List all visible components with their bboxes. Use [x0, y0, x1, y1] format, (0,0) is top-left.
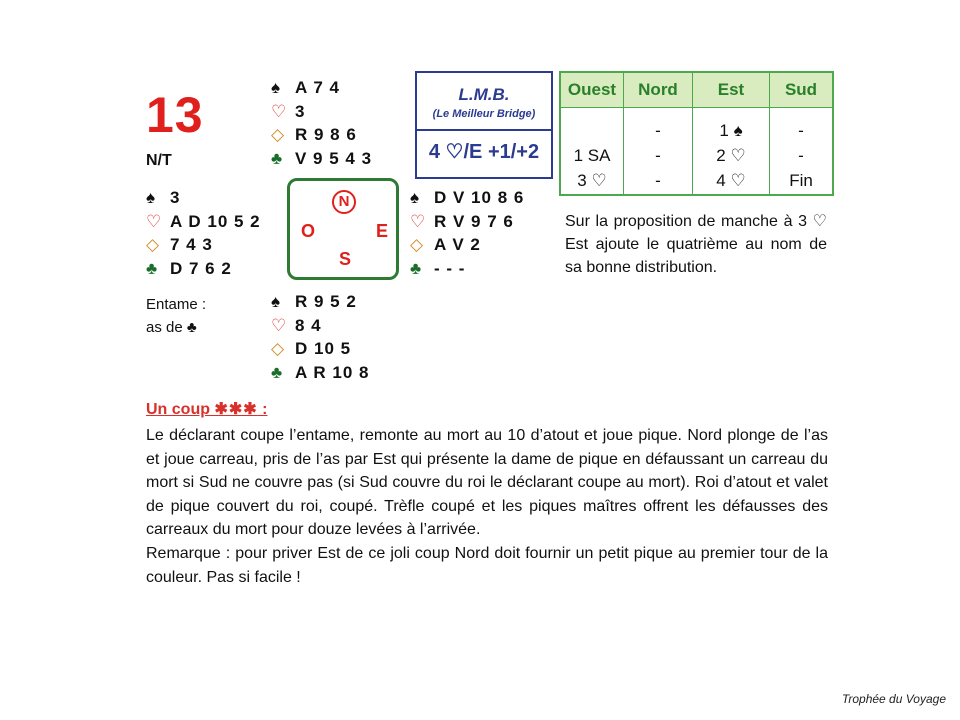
north-hearts: 3: [295, 101, 306, 121]
compass-box: [287, 178, 399, 280]
north-diamonds: R 9 8 6: [295, 125, 357, 145]
south-diamonds: D 10 5: [295, 339, 352, 359]
bidding-comment: Sur la proposition de manche à 3 ♡ Est ajoute le quatrième au nom de sa bonne distribution.: [565, 213, 827, 276]
compass-north: N: [332, 190, 356, 214]
bid-cell: -: [655, 171, 661, 190]
footer-credit: Trophée du Voyage: [841, 692, 946, 706]
spade-icon: ♠: [271, 292, 282, 311]
club-icon: ♣: [271, 148, 284, 168]
bid-cell: 2 ♡: [716, 146, 746, 165]
coup-label: Un coup: [146, 401, 210, 418]
heart-icon: ♡: [410, 211, 427, 231]
bidding-header-row: [560, 72, 833, 108]
heart-icon: ♡: [146, 211, 163, 231]
compass-west: O: [301, 221, 316, 241]
west-spades: 3: [170, 188, 181, 207]
east-hand: [410, 186, 524, 280]
coup-paragraph-1: Le déclarant coupe l’entame, remonte au mort au 10 d’atout et joue pique. Nord plonge de l’as et joue carreau, pris de l’as par Est qui présente la dame de pique en défaussant un carreau du mort si Sud ne couvre pas (si Sud couvre du roi le déclarant coupe au mort). Roi d’atout et valet de pique couvert du roi, coupé. Trèfle coupé et les piques maîtres offrent les défausses des carreaux du mort pour douze levées à l’arrivée.: [146, 427, 828, 539]
club-icon: ♣: [146, 258, 159, 278]
bidding-header-south: Sud: [770, 72, 834, 108]
bid-cell: -: [798, 146, 804, 165]
deal-number: 13: [146, 87, 204, 143]
west-hearts: A D 10 5 2: [170, 211, 261, 231]
bid-cell: 1 SA: [573, 146, 611, 165]
lmb-title: L.M.B.: [458, 85, 510, 104]
south-clubs: A R 10 8: [295, 362, 370, 382]
east-clubs: - - -: [434, 258, 466, 278]
south-hand: [271, 290, 369, 384]
west-hand: [146, 186, 261, 280]
bid-cell: -: [798, 121, 804, 140]
bid-cell: [562, 118, 622, 143]
coup-colon: :: [257, 401, 268, 418]
opening-lead-card: as de ♣: [146, 319, 197, 336]
lmb-divider: [417, 129, 551, 131]
north-hand: [271, 76, 372, 170]
club-icon: ♣: [410, 258, 423, 278]
lmb-result: 4 ♡/E +1/+2: [428, 141, 540, 163]
west-clubs: D 7 6 2: [170, 258, 232, 278]
coup-explanation: [146, 424, 828, 589]
east-spades: D V 10 8 6: [434, 188, 525, 207]
bidding-header-west: Ouest: [560, 72, 624, 108]
coup-stars: ✱✱✱: [214, 401, 258, 418]
compass-east: E: [376, 221, 389, 241]
heart-icon: ♡: [271, 101, 288, 121]
diamond-icon: ◇: [271, 339, 286, 359]
north-spades: A 7 4: [295, 78, 341, 97]
bid-cell: 1 ♠: [719, 121, 743, 140]
coup-title: [146, 399, 267, 419]
bidding-body-row: [560, 108, 833, 196]
bid-cell: -: [655, 146, 661, 165]
contract-type: N/T: [146, 152, 172, 169]
heart-icon: ♡: [271, 315, 288, 335]
diamond-icon: ◇: [146, 235, 161, 255]
bid-cell: 4 ♡: [716, 171, 746, 190]
bidding-column-south: [770, 108, 834, 196]
east-diamonds: A V 2: [434, 235, 481, 255]
bid-cell: -: [655, 121, 661, 140]
coup-paragraph-2: Remarque : pour priver Est de ce joli coup Nord doit fournir un petit pique au premier tour de la couleur. Pas si facile !: [146, 544, 828, 586]
spade-icon: ♠: [410, 188, 421, 207]
bid-cell: 3 ♡: [577, 171, 607, 190]
lmb-box: [415, 71, 553, 179]
bidding-column-west: [560, 108, 624, 196]
bidding-header-north: Nord: [624, 72, 693, 108]
bidding-table: [559, 71, 834, 196]
bid-cell: Fin: [789, 171, 813, 190]
bidding-header-east: Est: [693, 72, 770, 108]
opening-lead: [146, 293, 206, 339]
spade-icon: ♠: [271, 78, 282, 97]
bidding-column-north: [624, 108, 693, 196]
bidding-column-east: [693, 108, 770, 196]
south-hearts: 8 4: [295, 315, 322, 335]
west-diamonds: 7 4 3: [170, 235, 213, 255]
lmb-subtitle: (Le Meilleur Bridge): [432, 108, 536, 120]
club-icon: ♣: [271, 362, 284, 382]
spade-icon: ♠: [146, 188, 157, 207]
north-clubs: V 9 5 4 3: [295, 148, 373, 168]
south-spades: R 9 5 2: [295, 292, 357, 311]
diamond-icon: ◇: [410, 235, 425, 255]
east-hearts: R V 9 7 6: [434, 211, 514, 231]
compass-south: S: [339, 249, 352, 269]
opening-lead-label: Entame :: [146, 296, 207, 313]
diamond-icon: ◇: [271, 125, 286, 145]
